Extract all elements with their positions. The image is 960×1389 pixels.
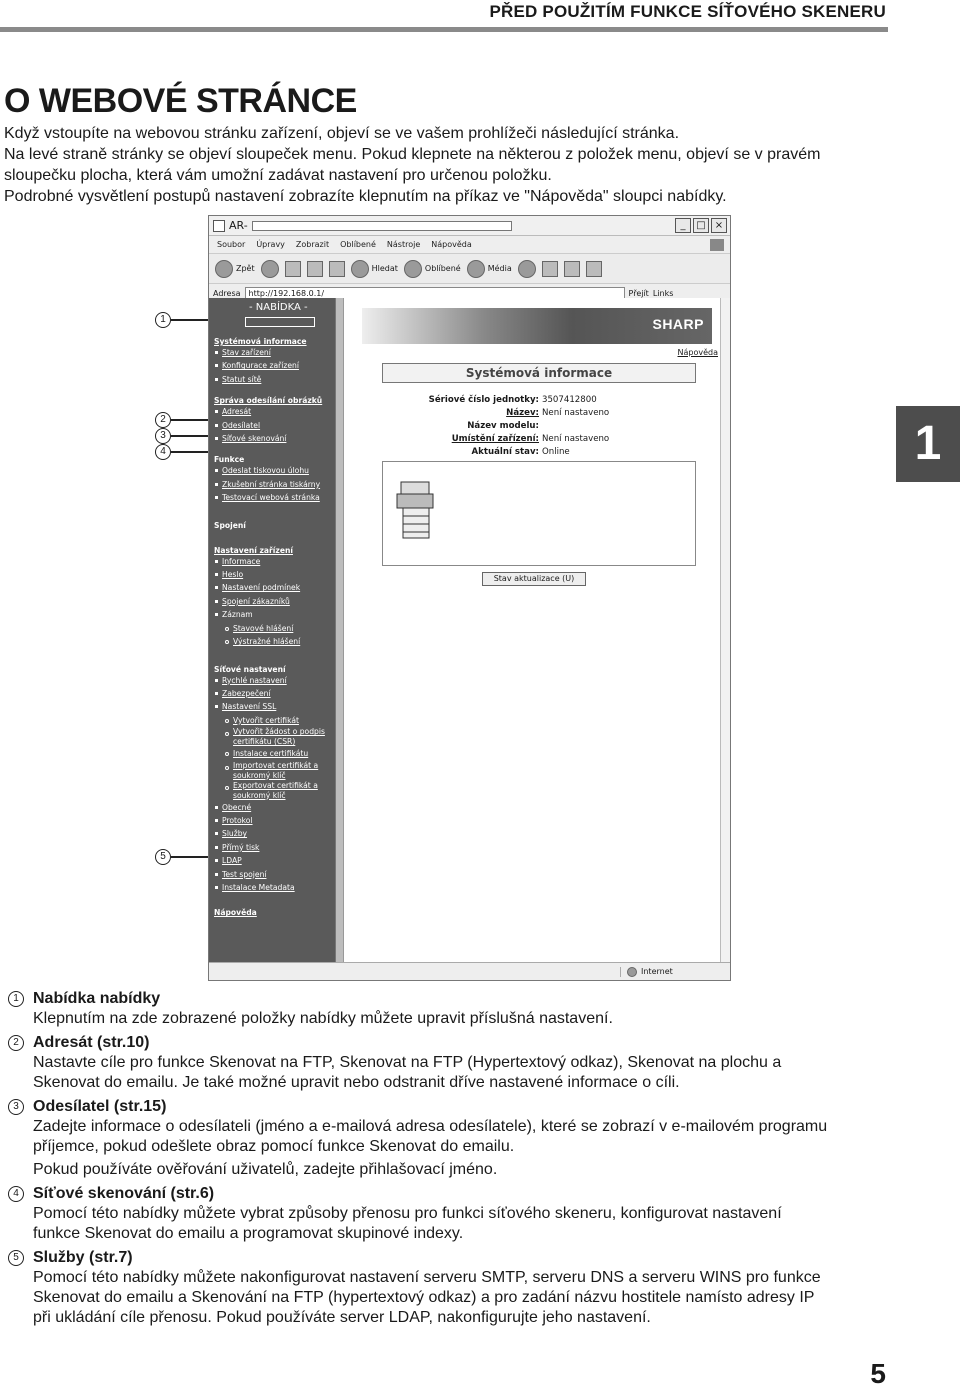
search-button[interactable] — [351, 260, 398, 278]
legend-line: Nastavte cíle pro funkce Skenovat na FTP, Skenovat na FTP (Hypertextový odkaz), Skenovat na plochu a — [33, 1054, 782, 1071]
page-title: O WEBOVÉ STRÁNCE — [4, 82, 357, 120]
forward-icon[interactable] — [261, 260, 279, 278]
menu-item-sluzby[interactable]: Služby — [215, 827, 343, 840]
menu-zobrazit[interactable]: Zobrazit — [295, 240, 330, 249]
menu-item[interactable]: Rychlé nastavení — [215, 674, 343, 687]
legend-title: Služby (str.7) — [33, 1249, 133, 1266]
menu-item-adresat[interactable]: Adresát — [215, 405, 343, 418]
globe-icon — [627, 967, 637, 977]
callout-number: 2 — [155, 412, 171, 428]
windows-flag-icon — [710, 239, 724, 251]
menu-item[interactable]: Zkušební stránka tiskárny — [215, 478, 343, 491]
menu-item[interactable]: Odeslat tiskovou úlohu — [215, 464, 343, 477]
legend-number: 5 — [8, 1250, 24, 1266]
menu-section-image-send[interactable]: Správa odesílání obrázků — [214, 396, 323, 406]
legend-number: 4 — [8, 1186, 24, 1202]
legend-line: Skenovat do emailu. Je také možné upravit nebo odstranit dříve nastavené informace o cíli. — [33, 1074, 680, 1091]
legend-number: 1 — [8, 991, 24, 1007]
menu-item[interactable]: Informace — [215, 555, 343, 568]
chapter-tab: 1 — [896, 406, 960, 482]
menu-item[interactable]: Statut sítě — [215, 373, 343, 386]
header-rule — [0, 27, 888, 32]
media-button[interactable] — [467, 260, 512, 278]
legend-item — [8, 1248, 908, 1328]
close-icon[interactable]: × — [711, 218, 727, 233]
title-redaction — [252, 221, 512, 231]
info-row: Sériové číslo jednotky: 3507412800 — [428, 395, 597, 405]
menu-subitem[interactable]: Vytvořit žádost o podpis certifikátu (CSR) — [225, 727, 343, 747]
mail-icon[interactable] — [542, 261, 558, 277]
menu-pane — [209, 298, 343, 962]
info-row: Umístění zařízení: Není nastaveno — [451, 434, 610, 444]
browser-title-bar — [209, 216, 730, 236]
legend-item — [8, 1184, 908, 1244]
menu-oblibene[interactable]: Oblíbené — [340, 240, 376, 249]
menu-subitem[interactable]: Instalace certifikátu — [225, 747, 343, 760]
refresh-icon[interactable] — [307, 261, 323, 277]
menu-item[interactable]: Záznam — [215, 608, 343, 621]
callout-number: 3 — [155, 428, 171, 444]
menu-section-spojeni[interactable]: Spojení — [214, 520, 246, 530]
menu-section-funkce: Funkce — [214, 455, 245, 465]
menu-pane-box — [245, 317, 315, 327]
menu-item[interactable]: Spojení zákazníků — [215, 595, 343, 608]
menu-item[interactable]: LDAP — [215, 854, 343, 867]
window-controls — [675, 218, 730, 233]
menu-section-help[interactable]: Nápověda — [214, 908, 257, 918]
legend-title: Adresát (str.10) — [33, 1034, 150, 1051]
menu-item[interactable]: Obecné — [215, 801, 343, 814]
info-row: Aktuální stav: Online — [471, 447, 570, 457]
legend-line: Pokud používáte ověřování uživatelů, zadejte přihlašovací jméno. — [33, 1161, 498, 1178]
favorites-button[interactable] — [404, 260, 461, 278]
menu-item[interactable]: Heslo — [215, 568, 343, 581]
legend-line: funkce Skenovat do emailu a programovat skupinové indexy. — [33, 1225, 464, 1242]
search-icon — [351, 260, 369, 278]
callout-number: 4 — [155, 444, 171, 460]
menu-subitem[interactable]: Vytvořit certifikát — [225, 714, 343, 727]
sharp-logo: SHARP — [652, 316, 704, 332]
legend-line: Zadejte informace o odesílateli (jméno a e-mailová adresa odesílatele), které se zobrazí v e-mailovém programu — [33, 1118, 828, 1135]
star-icon — [404, 260, 422, 278]
help-link[interactable]: Nápověda — [677, 348, 718, 357]
menu-item[interactable]: Nastavení SSL — [215, 700, 343, 713]
menu-item[interactable]: Protokol — [215, 814, 343, 827]
callout-legend — [8, 989, 908, 1332]
address-input[interactable]: http://192.168.0.1/ — [245, 287, 625, 301]
browser-title: AR- — [229, 219, 248, 232]
menu-subitem[interactable]: Stavové hlášení — [225, 622, 343, 635]
menu-item[interactable]: Nastavení podmínek — [215, 581, 343, 594]
browser-status-bar — [209, 962, 730, 980]
edit-icon[interactable] — [586, 261, 602, 277]
system-info-title: Systémová informace — [382, 363, 696, 383]
legend-title: Nabídka nabídky — [33, 990, 161, 1007]
menu-upravy[interactable]: Úpravy — [256, 240, 285, 249]
content-scrollbar[interactable] — [720, 298, 730, 962]
media-label: Média — [487, 264, 512, 273]
menu-section-network: Síťové nastavení — [214, 664, 286, 674]
browser-toolbar — [209, 254, 730, 284]
device-image-frame — [382, 461, 696, 566]
legend-item — [8, 989, 908, 1029]
browser-viewport — [209, 298, 730, 962]
menu-subitem[interactable]: Exportovat certifikát a soukromý klíč — [225, 781, 343, 801]
info-row: Název: Není nastaveno — [506, 408, 610, 418]
favorites-label: Oblíbené — [424, 264, 461, 273]
legend-line: Pomocí této nabídky můžete nakonfigurovat nastavení serveru SMTP, serveru DNS a serveru WINS pro funkce — [33, 1269, 821, 1286]
menu-item[interactable]: Zabezpečení — [215, 687, 343, 700]
minimize-icon[interactable]: _ — [675, 218, 691, 233]
system-info-table — [384, 394, 704, 459]
legend-line: Klepnutím na zde zobrazené položky nabídky můžete upravit příslušná nastavení. — [33, 1010, 613, 1027]
legend-number: 2 — [8, 1035, 24, 1051]
menu-item[interactable]: Přímý tisk — [215, 841, 343, 854]
intro-line: Na levé straně stránky se objeví sloupeček menu. Pokud klepnete na některou z položek menu, objeví se v pravém — [4, 146, 821, 163]
menu-napoveda[interactable]: Nápověda — [431, 240, 472, 249]
browser-menu-bar — [209, 236, 730, 254]
content-pane — [343, 298, 730, 962]
printer-icon — [395, 480, 435, 540]
menu-item[interactable]: Test spojení — [215, 868, 343, 881]
legend-number: 3 — [8, 1099, 24, 1115]
menu-item-sitove-skenovani[interactable]: Síťové skenování — [215, 432, 343, 445]
intro-line: Když vstoupíte na webovou stránku zařízení, objeví se ve vašem prohlížeči následující stránka. — [4, 125, 680, 142]
menu-scrollbar[interactable] — [335, 298, 343, 962]
legend-line: Skenovat do emailu a Skenování na FTP (hypertextový odkaz) a pro zadání názvu hostitele namísto adresy IP — [33, 1289, 815, 1306]
intro-line: sloupečku plocha, která vám umožní zadávat nastavení pro určenou položku. — [4, 167, 552, 184]
intro-line: Podrobné vysvětlení postupů nastavení zobrazíte klepnutím na příkaz ve "Nápověda" sloupci nabídky. — [4, 188, 727, 205]
menu-pane-title: - NABÍDKA - — [249, 302, 308, 313]
status-zone — [620, 967, 730, 977]
back-icon — [215, 260, 233, 278]
intro-text — [4, 123, 904, 207]
callout-number: 5 — [155, 849, 171, 865]
ie-icon — [213, 220, 225, 232]
update-status-button[interactable]: Stav aktualizace (U) — [482, 572, 586, 586]
menu-section-device[interactable]: Nastavení zařízení — [214, 545, 293, 555]
menu-section-system[interactable]: Systémová informace — [214, 337, 307, 346]
menu-soubor[interactable]: Soubor — [217, 240, 246, 249]
go-button[interactable]: Přejít — [628, 289, 649, 298]
menu-item[interactable]: Stav zařízení — [215, 346, 343, 359]
callout-number: 1 — [155, 312, 171, 328]
page-number: 5 — [870, 1358, 886, 1389]
links-button[interactable]: Links — [652, 289, 674, 298]
browser-screenshot — [208, 215, 731, 981]
legend-line: Pomocí této nabídky můžete vybrat způsoby přenosu pro funkci síťového skeneru, konfigurovat nastavení — [33, 1205, 782, 1222]
menu-subitem[interactable]: Importovat certifikát a soukromý klíč — [225, 761, 343, 781]
search-label: Hledat — [371, 264, 398, 273]
info-row: Název modelu: — [467, 421, 539, 431]
legend-item — [8, 1097, 908, 1180]
legend-line: příjemce, pokud odešlete obraz pomocí funkce Skenovat do emailu. — [33, 1138, 515, 1155]
back-label: Zpět — [236, 264, 255, 273]
stop-icon[interactable] — [285, 261, 301, 277]
status-zone-label: Internet — [641, 967, 673, 976]
legend-line: při ukládání cíle přenosu. Pokud používáte server LDAP, nakonfigurujte jeho nastavení. — [33, 1309, 651, 1326]
legend-title: Síťové skenování (str.6) — [33, 1185, 215, 1202]
menu-nastroje[interactable]: Nástroje — [386, 240, 421, 249]
back-button[interactable] — [215, 260, 255, 278]
menu-item[interactable]: Konfigurace zařízení — [215, 359, 343, 372]
home-icon[interactable] — [329, 261, 345, 277]
history-icon[interactable] — [518, 260, 536, 278]
menu-item[interactable]: Testovací webová stránka — [215, 491, 343, 504]
menu-item-odesilatel[interactable]: Odesílatel — [215, 419, 343, 432]
running-header: PŘED POUŽITÍM FUNKCE SÍŤOVÉHO SKENERU — [489, 2, 886, 21]
maximize-icon[interactable]: □ — [693, 218, 709, 233]
menu-item[interactable]: Instalace Metadata — [215, 881, 343, 894]
menu-subitem[interactable]: Výstražné hlášení — [225, 635, 343, 648]
legend-item — [8, 1033, 908, 1093]
sharp-banner — [362, 308, 712, 344]
address-label: Adresa — [213, 289, 241, 298]
media-icon — [467, 260, 485, 278]
print-icon[interactable] — [564, 261, 580, 277]
legend-title: Odesílatel (str.15) — [33, 1098, 167, 1115]
